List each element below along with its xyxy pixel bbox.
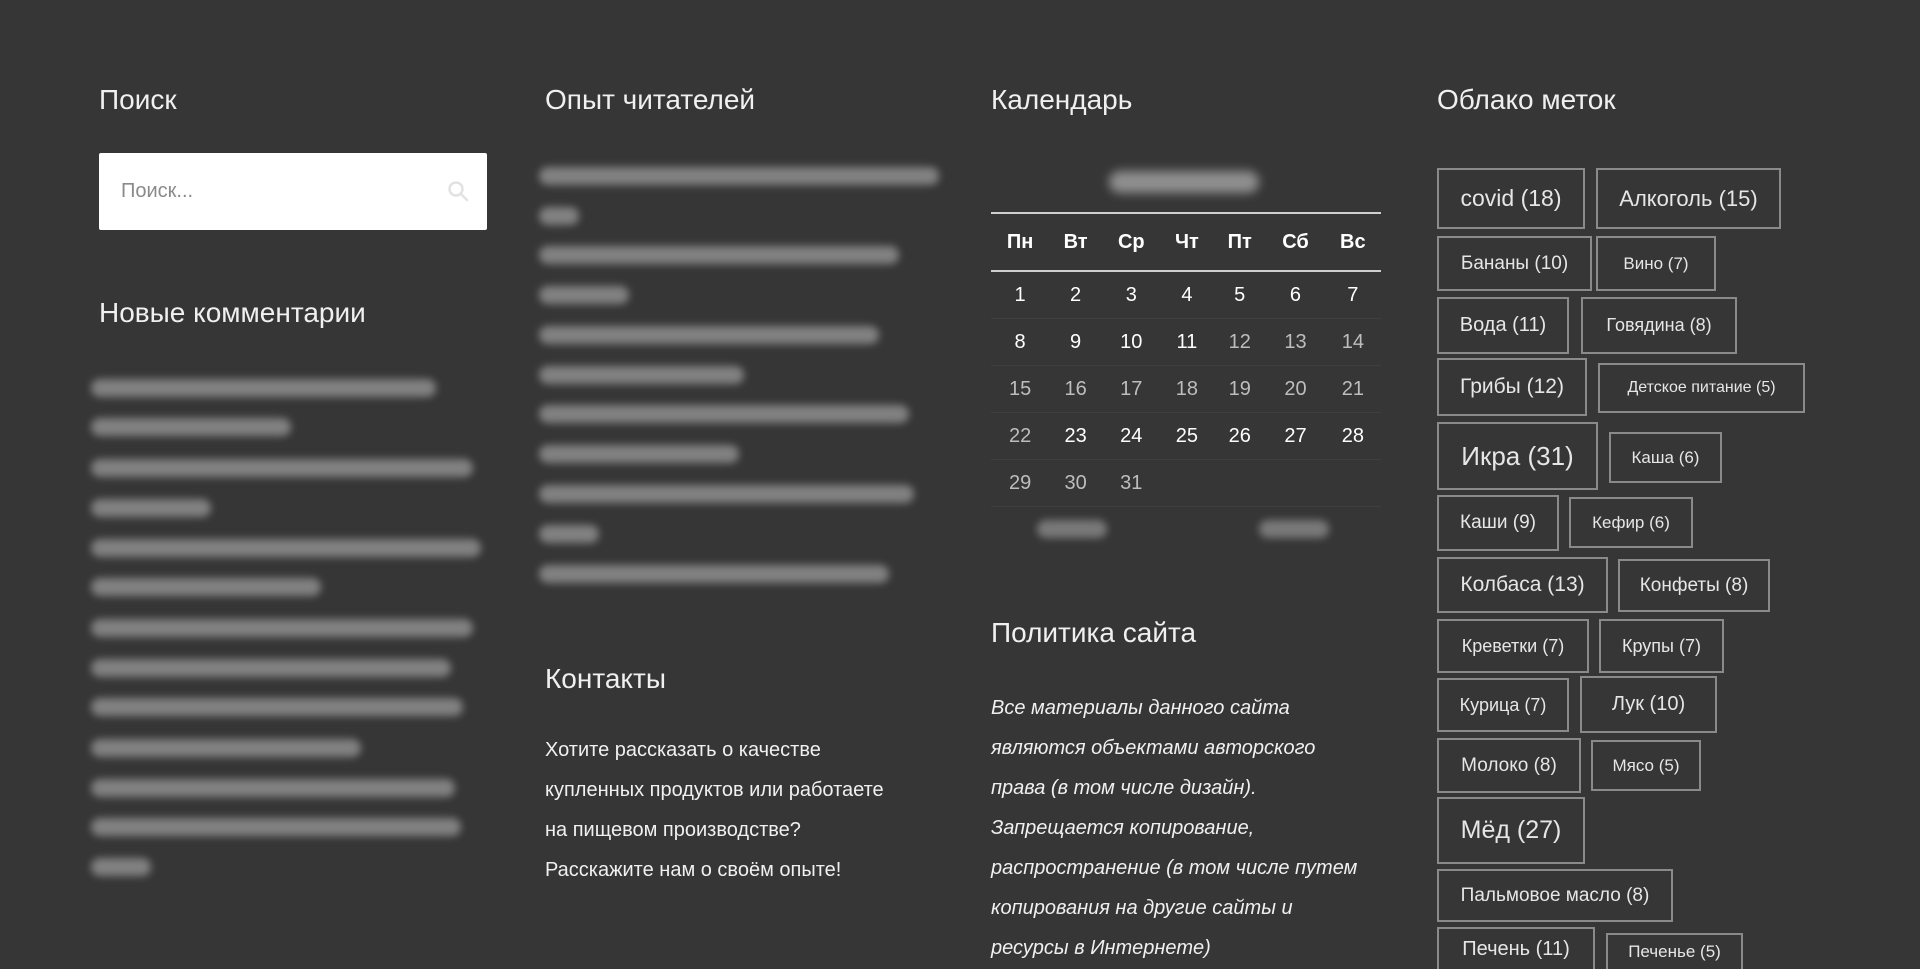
- calendar-day: 13: [1266, 319, 1324, 366]
- experience-item[interactable]: [539, 445, 739, 463]
- recent-comments-title: Новые комментарии: [99, 297, 366, 328]
- tag-link[interactable]: Каши (9): [1437, 495, 1559, 551]
- tag-link[interactable]: Грибы (12): [1437, 358, 1587, 416]
- calendar-day: 29: [991, 460, 1049, 507]
- calendar-day[interactable]: 8: [991, 319, 1049, 366]
- comment-item[interactable]: [91, 619, 473, 637]
- tag-link[interactable]: Вино (7): [1596, 236, 1716, 291]
- tag-link[interactable]: Каша (6): [1609, 432, 1722, 483]
- calendar-prev-link[interactable]: [1037, 520, 1107, 538]
- calendar-day: 20: [1266, 366, 1324, 413]
- comment-item[interactable]: [91, 578, 321, 596]
- policy-line: права (в том числе дизайн).: [991, 777, 1257, 799]
- calendar-day: 17: [1102, 366, 1161, 413]
- calendar-day[interactable]: 23: [1049, 413, 1102, 460]
- calendar-day: 22: [991, 413, 1049, 460]
- tag-link[interactable]: Пальмовое масло (8): [1437, 869, 1673, 922]
- tag-link[interactable]: Конфеты (8): [1618, 559, 1770, 612]
- tag-link[interactable]: Кефир (6): [1569, 497, 1693, 548]
- calendar-day[interactable]: 25: [1161, 413, 1213, 460]
- calendar-week: [991, 319, 1381, 366]
- calendar-day-empty: [1266, 460, 1324, 507]
- experience-item[interactable]: [539, 525, 599, 543]
- calendar-week: [991, 413, 1381, 460]
- policy-title: Политика сайта: [991, 617, 1197, 648]
- calendar-day[interactable]: 2: [1049, 271, 1102, 319]
- tag-link[interactable]: Креветки (7): [1437, 619, 1589, 673]
- calendar-title: Календарь: [991, 84, 1133, 115]
- comment-item[interactable]: [91, 379, 436, 397]
- calendar-day-empty: [1161, 460, 1213, 507]
- contacts-title: Контакты: [545, 663, 666, 694]
- reader-experience-title: Опыт читателей: [545, 84, 756, 115]
- comment-item[interactable]: [91, 459, 473, 477]
- tag-link[interactable]: Курица (7): [1437, 678, 1569, 732]
- calendar-day[interactable]: 28: [1325, 413, 1381, 460]
- search-input[interactable]: [99, 153, 439, 230]
- policy-line: копирования на другие сайты и: [991, 897, 1293, 919]
- calendar-day: 16: [1049, 366, 1102, 413]
- tag-link[interactable]: covid (18): [1437, 168, 1585, 229]
- tag-link[interactable]: Бананы (10): [1437, 236, 1592, 291]
- calendar-day[interactable]: 11: [1161, 319, 1213, 366]
- policy-line: являются объектами авторского: [991, 737, 1316, 759]
- weekday-header: Пн: [991, 213, 1049, 271]
- calendar-day: 31: [1102, 460, 1161, 507]
- calendar-day: 14: [1325, 319, 1381, 366]
- calendar-day[interactable]: 3: [1102, 271, 1161, 319]
- tag-link[interactable]: Мёд (27): [1437, 797, 1585, 864]
- experience-item[interactable]: [539, 207, 579, 225]
- comment-item[interactable]: [91, 659, 451, 677]
- comment-item[interactable]: [91, 499, 211, 517]
- comment-item[interactable]: [91, 539, 481, 557]
- calendar-day[interactable]: 1: [991, 271, 1049, 319]
- calendar-day[interactable]: 26: [1213, 413, 1266, 460]
- calendar-table: [991, 212, 1381, 507]
- comment-item[interactable]: [91, 858, 151, 876]
- contacts-line: Расскажите нам о своём опыте!: [545, 859, 842, 881]
- tag-link[interactable]: Лук (10): [1580, 676, 1717, 733]
- search-icon[interactable]: [447, 180, 469, 202]
- calendar-weekdays: [991, 213, 1381, 271]
- calendar-week: [991, 460, 1381, 507]
- contacts-line: на пищевом производстве?: [545, 819, 801, 841]
- tag-link[interactable]: Молоко (8): [1437, 738, 1581, 793]
- calendar-day[interactable]: 5: [1213, 271, 1266, 319]
- contacts-line: купленных продуктов или работаете: [545, 779, 884, 801]
- comment-item[interactable]: [91, 698, 463, 716]
- calendar-day[interactable]: 10: [1102, 319, 1161, 366]
- experience-item[interactable]: [539, 485, 914, 503]
- calendar-day[interactable]: 4: [1161, 271, 1213, 319]
- experience-item[interactable]: [539, 286, 629, 304]
- tag-link[interactable]: Икра (31): [1437, 422, 1598, 490]
- comment-item[interactable]: [91, 418, 291, 436]
- calendar-day[interactable]: 24: [1102, 413, 1161, 460]
- calendar-week: [991, 271, 1381, 319]
- calendar-week: [991, 366, 1381, 413]
- weekday-header: Вс: [1325, 213, 1381, 271]
- calendar-day[interactable]: 9: [1049, 319, 1102, 366]
- tag-link[interactable]: Печень (11): [1437, 927, 1595, 969]
- calendar-day-empty: [1213, 460, 1266, 507]
- calendar-day[interactable]: 6: [1266, 271, 1324, 319]
- tag-link[interactable]: Крупы (7): [1599, 619, 1724, 673]
- weekday-header: Вт: [1049, 213, 1102, 271]
- calendar-day-empty: [1325, 460, 1381, 507]
- calendar-day[interactable]: 7: [1325, 271, 1381, 319]
- contacts-text: [545, 730, 945, 890]
- tag-link[interactable]: Печенье (5): [1606, 933, 1743, 969]
- contacts-line: Хотите рассказать о качестве: [545, 739, 821, 761]
- calendar-day[interactable]: 27: [1266, 413, 1324, 460]
- weekday-header: Чт: [1161, 213, 1213, 271]
- policy-line: распространение (в том числе путем: [991, 857, 1358, 879]
- comment-item[interactable]: [91, 818, 461, 836]
- experience-item[interactable]: [539, 246, 899, 264]
- tag-link[interactable]: Говядина (8): [1581, 297, 1737, 354]
- experience-item[interactable]: [539, 405, 909, 423]
- calendar-day: 21: [1325, 366, 1381, 413]
- policy-line: Все материалы данного сайта: [991, 697, 1290, 719]
- calendar-day: 15: [991, 366, 1049, 413]
- comment-item[interactable]: [91, 779, 455, 797]
- calendar-day: 18: [1161, 366, 1213, 413]
- tag-link[interactable]: Алкоголь (15): [1596, 168, 1781, 229]
- experience-item[interactable]: [539, 167, 939, 185]
- policy-line: Запрещается копирование,: [991, 817, 1255, 839]
- weekday-header: Сб: [1266, 213, 1324, 271]
- tag-link[interactable]: Колбаса (13): [1437, 557, 1608, 613]
- tag-link[interactable]: Мясо (5): [1591, 740, 1701, 791]
- tag-cloud-title: Облако меток: [1437, 84, 1616, 115]
- experience-item[interactable]: [539, 326, 879, 344]
- experience-item[interactable]: [539, 565, 889, 583]
- policy-line: ресурсы в Интернете): [991, 937, 1211, 959]
- tag-link[interactable]: Детское питание (5): [1598, 363, 1805, 413]
- calendar-day: 19: [1213, 366, 1266, 413]
- experience-item[interactable]: [539, 366, 744, 384]
- policy-text: [991, 688, 1391, 968]
- search-widget-title: Поиск: [99, 84, 177, 115]
- weekday-header: Ср: [1102, 213, 1161, 271]
- weekday-header: Пт: [1213, 213, 1266, 271]
- search-form: [99, 153, 487, 230]
- calendar-next-link[interactable]: [1259, 520, 1329, 538]
- comment-item[interactable]: [91, 739, 361, 757]
- calendar-day: 12: [1213, 319, 1266, 366]
- tag-link[interactable]: Вода (11): [1437, 297, 1569, 354]
- calendar-day: 30: [1049, 460, 1102, 507]
- calendar-month-caption: [1109, 171, 1259, 193]
